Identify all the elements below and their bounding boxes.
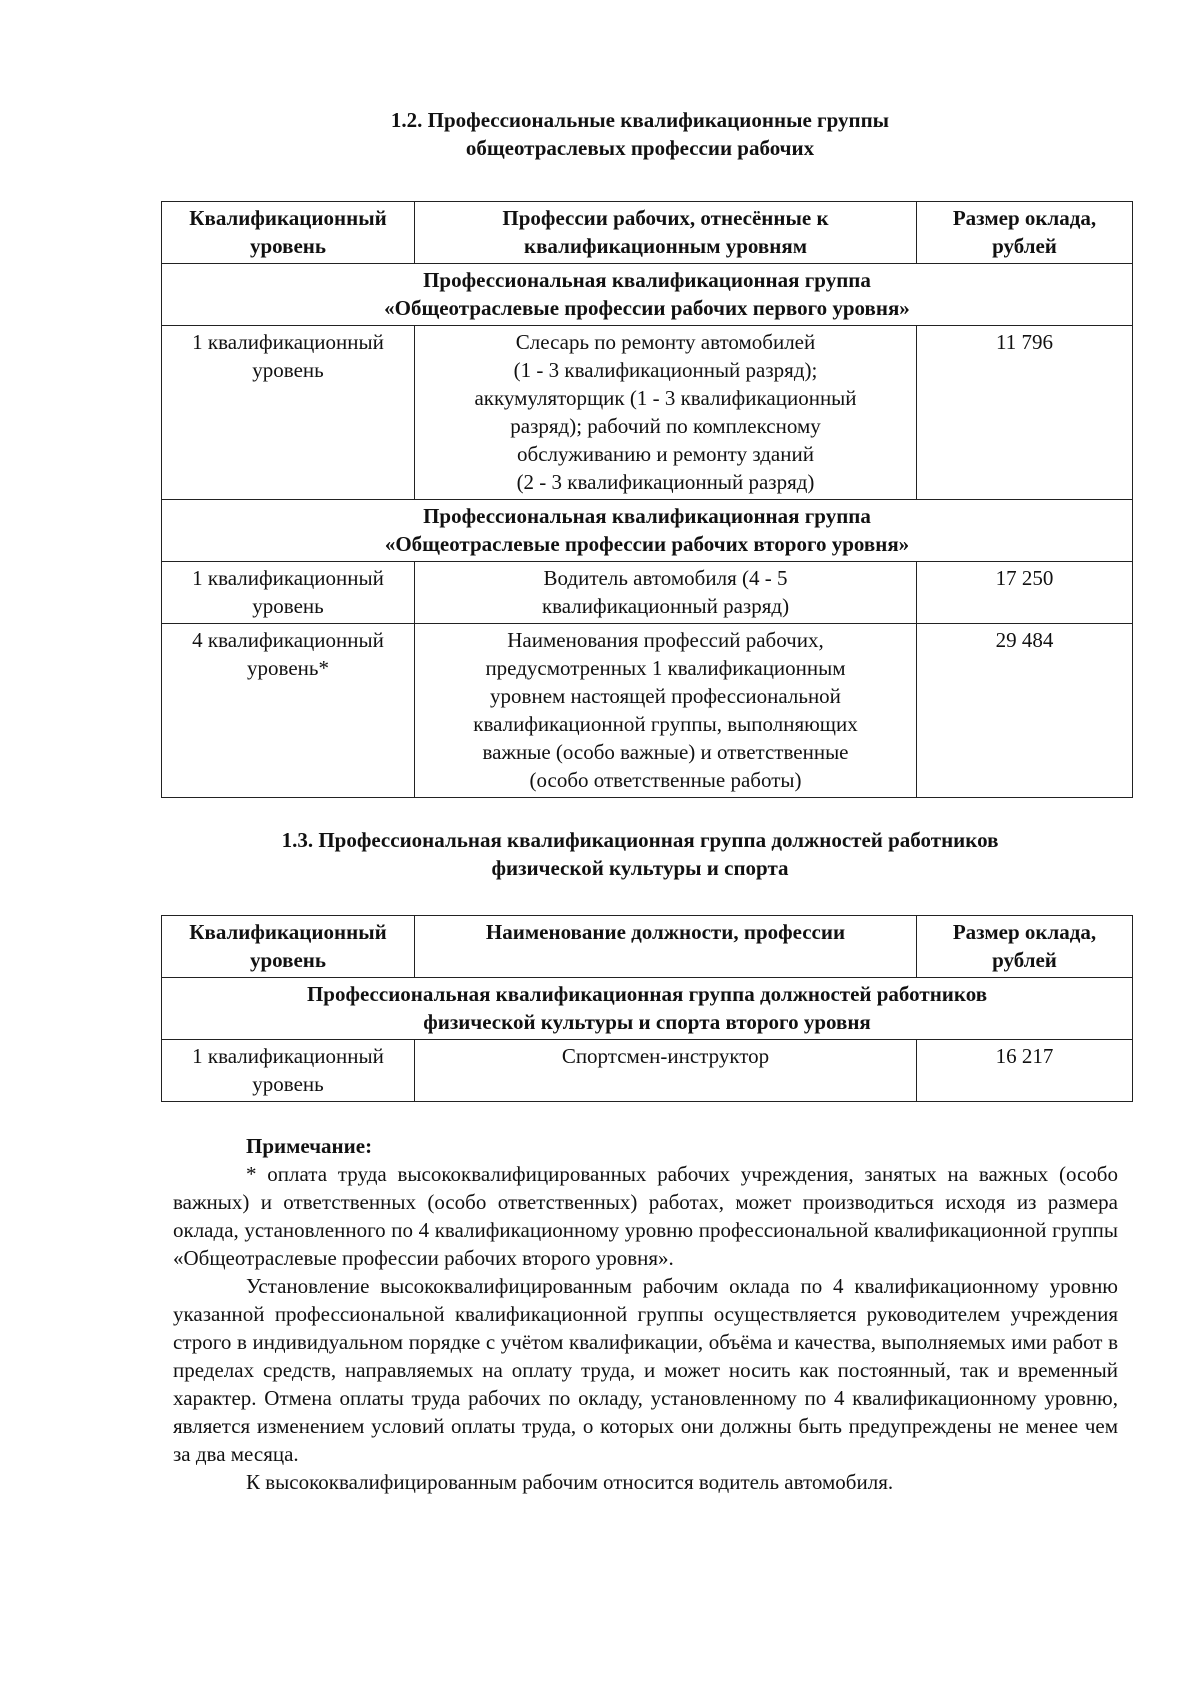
group-heading-second-level xyxy=(162,500,1133,562)
table-1-2 xyxy=(161,201,1133,798)
header-level-line1: Квалификационный xyxy=(189,920,387,944)
group-heading-sport xyxy=(162,978,1133,1040)
row2-salary: 17 250 xyxy=(917,562,1133,624)
header-position xyxy=(415,916,917,978)
header-salary-line2: рублей xyxy=(992,948,1057,972)
header-level-line2: уровень xyxy=(249,234,327,258)
header-level xyxy=(162,202,415,264)
row2-level xyxy=(162,562,415,624)
row3-prof-line: важные (особо важные) и ответственные xyxy=(482,740,849,764)
row3-prof-line: уровнем настоящей профессиональной xyxy=(490,684,841,708)
section-1-3-title xyxy=(150,826,1130,882)
row2-level-line2: уровень xyxy=(252,594,324,618)
note-paragraph-2: Установление высококвалифицированным рабочим оклада по 4 квалификационному уровню указанной профессиональной квалификационной группы осуществляется руководителем учреждения строго в индивидуальном порядке с учётом квалификации, объёма и качества, выполняемых ими работ в пределах средств, направляемых на оплату труда, и может носить как постоянный, так и временный характер. Отмена оплаты труда рабочих по окладу, установленному по 4 квалификационному уровню, является изменением условий оплаты труда, о которых они должны быть предупреждены не менее чем за два месяца. xyxy=(173,1274,1118,1466)
group1-line2: «Общеотраслевые профессии рабочих первого уровня» xyxy=(384,296,910,320)
header-prof-line1: Профессии рабочих, отнесённые к xyxy=(502,206,829,230)
group2-line2: «Общеотраслевые профессии рабочих второго уровня» xyxy=(384,532,910,556)
row3-level-line1: 4 квалификационный xyxy=(192,628,384,652)
row1-salary: 11 796 xyxy=(917,326,1133,500)
group2-line1: Профессиональная квалификационная группа xyxy=(423,504,871,528)
table-row xyxy=(162,562,1133,624)
sport-row-level-line2: уровень xyxy=(252,1072,324,1096)
row3-salary: 29 484 xyxy=(917,624,1133,798)
row1-prof-line: разряд); рабочий по комплексному xyxy=(510,414,821,438)
header-salary-line1: Размер оклада, xyxy=(952,206,1097,230)
group-heading-first-level xyxy=(162,264,1133,326)
section-1-2-title-line1: 1.2. Профессиональные квалификационные группы xyxy=(390,108,890,132)
note-paragraph-3: К высококвалифицированным рабочим относится водитель автомобиля. xyxy=(246,1470,894,1494)
row1-level xyxy=(162,326,415,500)
row1-professions xyxy=(415,326,917,500)
header-position-line1: Наименование должности, профессии xyxy=(485,920,846,944)
sport-row-level-line1: 1 квалификационный xyxy=(192,1044,384,1068)
row2-prof-line: Водитель автомобиля (4 - 5 xyxy=(543,566,788,590)
row3-level-line2: уровень* xyxy=(247,656,329,680)
row2-prof-line: квалификационный разряд) xyxy=(541,594,790,618)
row3-prof-line: предусмотренных 1 квалификационным xyxy=(485,656,846,680)
row1-level-line2: уровень xyxy=(252,358,324,382)
header-salary-line2: рублей xyxy=(992,234,1057,258)
group-sport-line2: физической культуры и спорта второго уровня xyxy=(423,1010,871,1034)
note-paragraph-1: * оплата труда высококвалифицированных рабочих учреждения, занятых на важных (особо важных) и ответственных (особо ответственных) работах, может производиться исходя из размера оклада, установленного по 4 квалификационному уровню профессиональной квалификационной группы «Общеотраслевые профессии рабочих второго уровня». xyxy=(173,1162,1118,1270)
row1-prof-line: обслуживанию и ремонту зданий xyxy=(517,442,814,466)
table-header-row xyxy=(162,202,1133,264)
header-salary xyxy=(917,202,1133,264)
header-level-line1: Квалификационный xyxy=(189,206,387,230)
sport-row-level xyxy=(162,1040,415,1102)
row1-prof-line: (1 - 3 квалификационный разряд); xyxy=(513,358,818,382)
section-1-3-title-line1: 1.3. Профессиональная квалификационная группа должностей работников xyxy=(281,828,999,852)
row1-prof-line: (2 - 3 квалификационный разряд) xyxy=(516,470,815,494)
header-level xyxy=(162,916,415,978)
row3-prof-line: Наименования профессий рабочих, xyxy=(507,628,824,652)
section-1-2-title-line2: общеотраслевых профессии рабочих xyxy=(465,136,815,160)
row3-professions xyxy=(415,624,917,798)
row3-prof-line: квалификационной группы, выполняющих xyxy=(473,712,858,736)
row1-prof-line: аккумуляторщик (1 - 3 квалификационный xyxy=(474,386,857,410)
row3-level xyxy=(162,624,415,798)
header-salary xyxy=(917,916,1133,978)
sport-row-position: Спортсмен-инструктор xyxy=(415,1040,917,1102)
header-level-line2: уровень xyxy=(249,948,327,972)
table-row xyxy=(162,1040,1133,1102)
note-body xyxy=(173,1160,1118,1496)
group-row xyxy=(162,264,1133,326)
group1-line1: Профессиональная квалификационная группа xyxy=(423,268,871,292)
header-prof-line2: квалификационным уровням xyxy=(523,234,808,258)
row2-professions xyxy=(415,562,917,624)
row2-level-line1: 1 квалификационный xyxy=(192,566,384,590)
row3-prof-line: (особо ответственные работы) xyxy=(529,768,802,792)
table-row xyxy=(162,624,1133,798)
section-1-2-title xyxy=(150,106,1130,162)
table-header-row xyxy=(162,916,1133,978)
group-sport-line1: Профессиональная квалификационная группа должностей работников xyxy=(306,982,988,1006)
header-salary-line1: Размер оклада, xyxy=(952,920,1097,944)
header-professions xyxy=(415,202,917,264)
row1-level-line1: 1 квалификационный xyxy=(192,330,384,354)
group-row xyxy=(162,978,1133,1040)
sport-row-salary: 16 217 xyxy=(917,1040,1133,1102)
row1-prof-line: Слесарь по ремонту автомобилей xyxy=(515,330,816,354)
section-1-3-title-line2: физической культуры и спорта xyxy=(491,856,789,880)
table-1-3 xyxy=(161,915,1133,1102)
group-row xyxy=(162,500,1133,562)
table-row xyxy=(162,326,1133,500)
note-title: Примечание: xyxy=(246,1134,373,1158)
